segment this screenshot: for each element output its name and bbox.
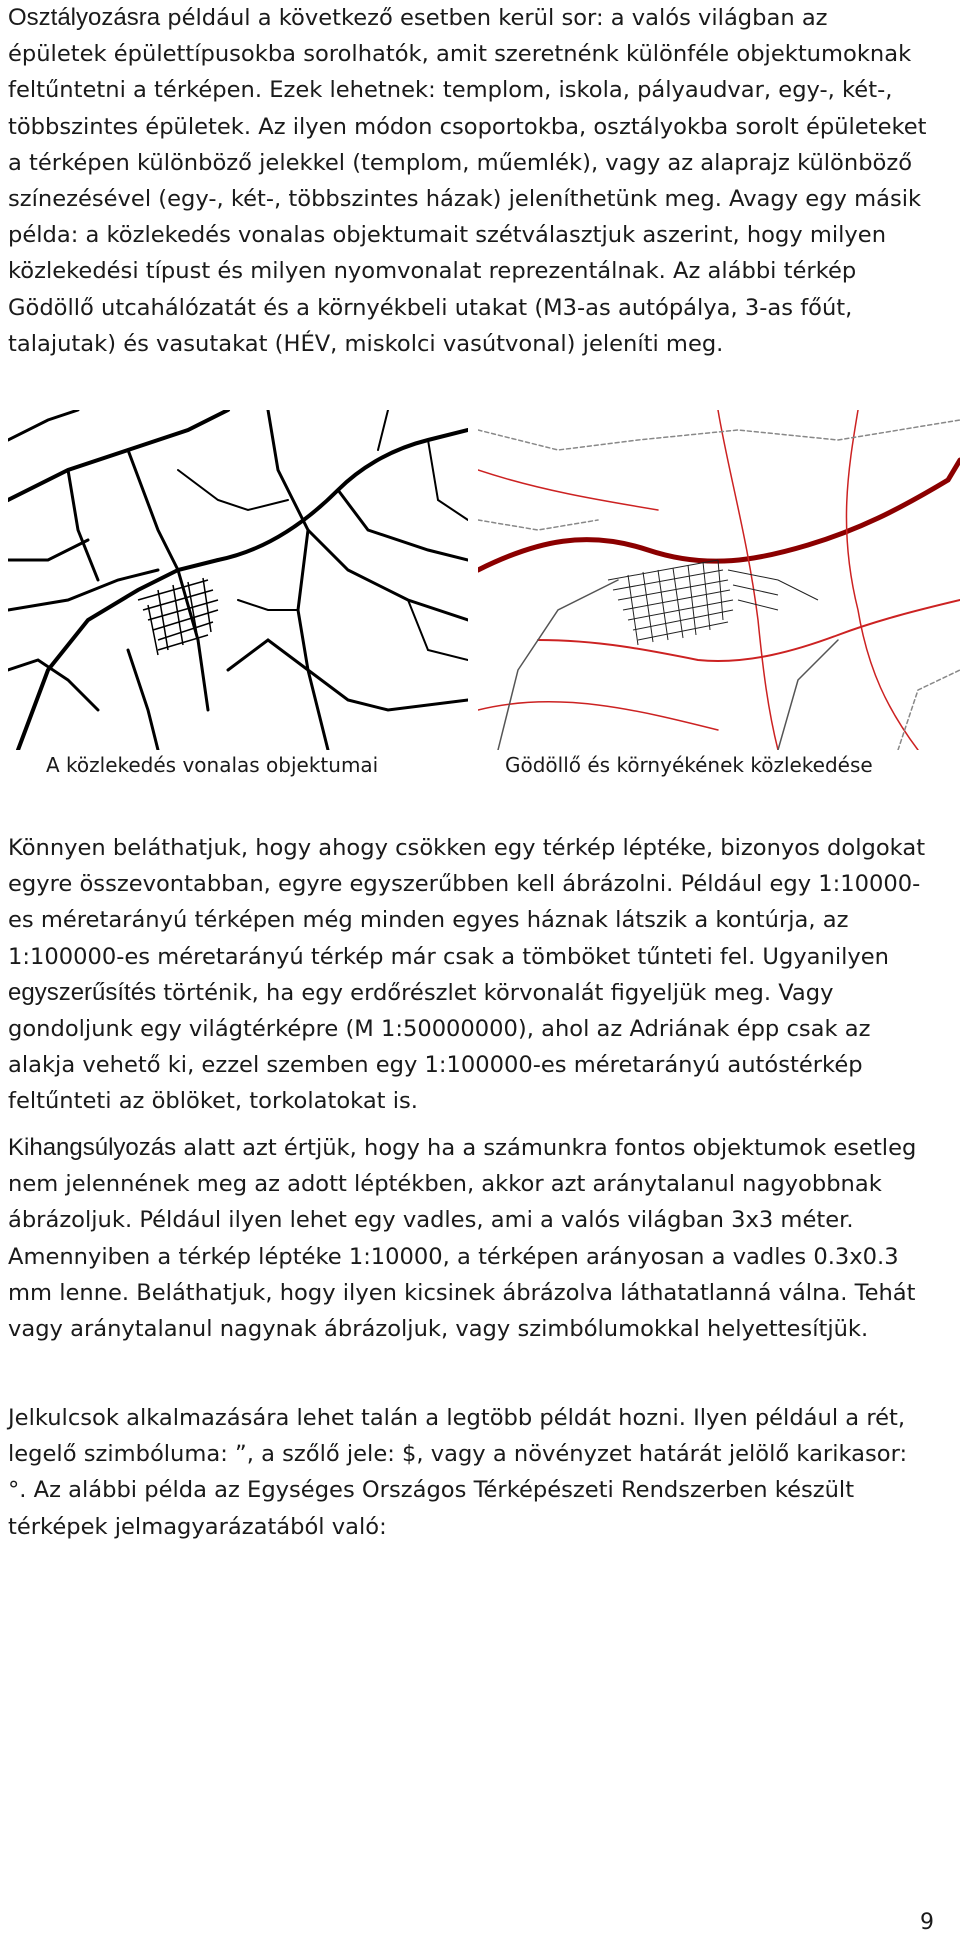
paragraph-text: Könnyen beláthatjuk, hogy ahogy csökken egy térkép léptéke, bizonyos dolgokat egyre összevontabban, egyre egyszerűbben kell ábrázolni. Például egy 1:10000-es méretarányú térképen még minden egyes háznak látszik a kontúrja, az 1:100000-es méretarányú térkép már csak a tömböket tűnteti fel. Ugyanilyen bbox=[8, 835, 926, 970]
paragraph-emphasis bbox=[8, 1130, 928, 1347]
paragraph-simplification bbox=[8, 830, 928, 1120]
term-emphasis: Kihangsúlyozás bbox=[8, 1134, 177, 1161]
paragraph-text: Jelkulcsok alkalmazására lehet talán a legtöbb példát hozni. Ilyen például a rét, legelő szimbóluma: ˮ, a szőlő jele: $, vagy a növényzet határát jelölő karikasor: °. Az alábbi példa az Egységes Országos Térképészeti Rendszerben készült térképek jelmagyarázatából való: bbox=[8, 1405, 908, 1540]
map-linear-objects bbox=[8, 410, 468, 750]
paragraph-classification bbox=[8, 0, 928, 362]
map-godollo-transport bbox=[478, 410, 960, 750]
term-simplification: egyszerűsítés bbox=[8, 978, 157, 1006]
paragraph-text: például a következő esetben kerül sor: a valós világban az épületek épülettípusokba sorolhatók, amit szeretnénk különféle objektumoknak feltűntetni a térképen. Ezek lehetnek: templom, iskola, pályaudvar, egy-, két-, többszintes épületek. Az ilyen módon csoportokba, osztályokba sorolt épületeket a térképen különböző jelekkel (templom, műemlék), vagy az alaprajz különböző színezésével (egy-, két-, többszintes házak) jeleníthetünk meg. Avagy egy másik példa: a közlekedés vonalas objektumait szétválasztjuk aszerint, hogy milyen közlekedési típust és milyen nyomvonalat reprezentálnak. Az alábbi térkép Gödöllő utcahálózatát és a környékbeli utakat (M3-as autópálya, 3-as főút, talajutak) és vasutakat (HÉV, miskolci vasútvonal) jeleníti meg. bbox=[8, 5, 927, 357]
term-classification: Osztályozásra bbox=[8, 4, 161, 31]
figure-caption-left: A közlekedés vonalas objektumai bbox=[46, 753, 379, 777]
page-number: 9 bbox=[920, 1910, 934, 1935]
paragraph-legend bbox=[8, 1400, 928, 1545]
figure-caption-right: Gödöllő és környékének közlekedése bbox=[505, 753, 873, 777]
paragraph-text: történik, ha egy erdőrészlet körvonalát figyeljük meg. Vagy gondoljunk egy világtérképre (M 1:50000000), ahol az Adriának épp csak az alakja vehető ki, ezzel szemben egy 1:100000-es méretarányú autóstérkép feltűnteti az öblöket, torkolatokat is. bbox=[8, 979, 871, 1115]
paragraph-text: alatt azt értjük, hogy ha a számunkra fontos objektumok esetleg nem jelennének meg az adott léptékben, akkor azt aránytalanul nagyobbnak ábrázoljuk. Például ilyen lehet egy vadles, ami a valós világban 3x3 méter. Amennyiben a térkép léptéke 1:10000, a térképen arányosan a vadles 0.3x0.3 mm lenne. Beláthatjuk, hogy ilyen kicsinek ábrázolva láthatatlanná válna. Tehát vagy aránytalanul nagynak ábrázoljuk, vagy szimbólumokkal helyettesítjük. bbox=[8, 1135, 917, 1343]
